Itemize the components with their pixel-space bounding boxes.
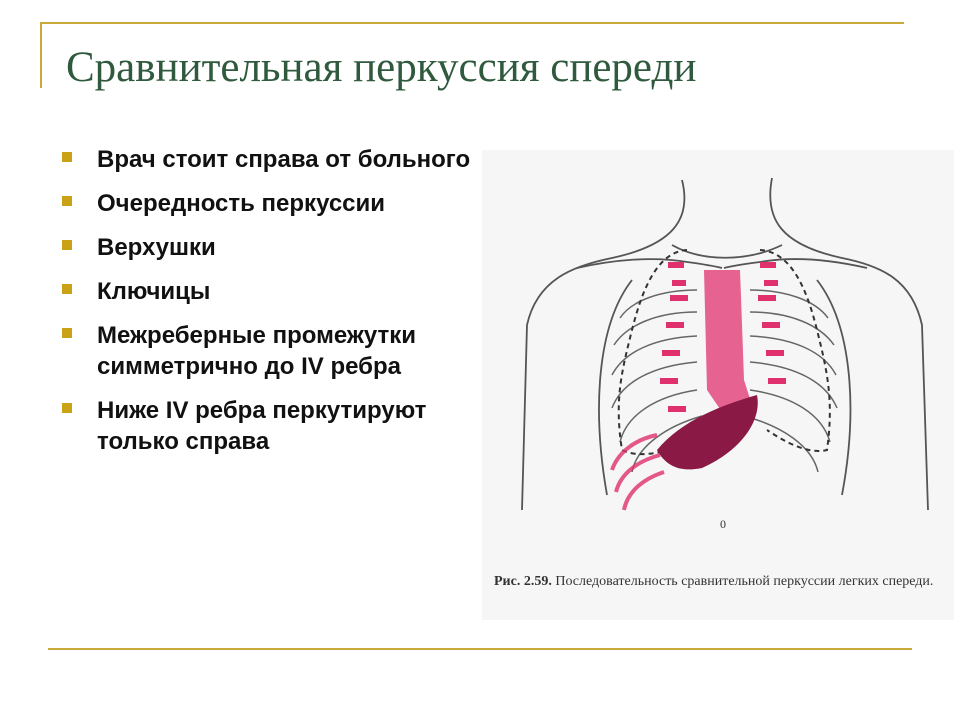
bullet-square-icon (62, 240, 72, 250)
bullet-item (60, 232, 480, 263)
frame-bottom-line (48, 648, 912, 650)
figure-caption (494, 572, 954, 591)
bullet-square-icon (62, 403, 72, 413)
bullet-item (60, 320, 480, 382)
bullet-text: Ключицы (97, 278, 211, 305)
bullet-list (60, 144, 480, 470)
bullet-square-icon (62, 152, 72, 162)
bullet-text: Врач стоит справа от больного (97, 146, 471, 173)
bullet-item (60, 144, 480, 175)
bullet-text: Верхушки (97, 234, 216, 261)
bullet-square-icon (62, 196, 72, 206)
frame-top-line (40, 22, 904, 24)
bullet-text: Межреберные промежутки симметрично до IV ребра (97, 322, 417, 380)
bullet-item (60, 276, 480, 307)
caption-number: Рис. 2.59. (494, 574, 552, 589)
caption-text: Последовательность сравнительной перкуссии легких спереди. (555, 574, 934, 589)
frame-left-line (40, 22, 42, 88)
bullet-square-icon (62, 328, 72, 338)
bullet-text: Ниже IV ребра перкутируют только справа (97, 397, 427, 455)
bullet-text: Очередность перкуссии (97, 190, 386, 217)
slide-title: Сравнительная перкуссия спереди (66, 44, 697, 91)
bullet-item (60, 188, 480, 219)
figure-marker-label: 0 (720, 517, 726, 531)
bullet-item (60, 395, 480, 457)
chest-percussion-illustration (482, 150, 954, 620)
bullet-square-icon (62, 284, 72, 294)
